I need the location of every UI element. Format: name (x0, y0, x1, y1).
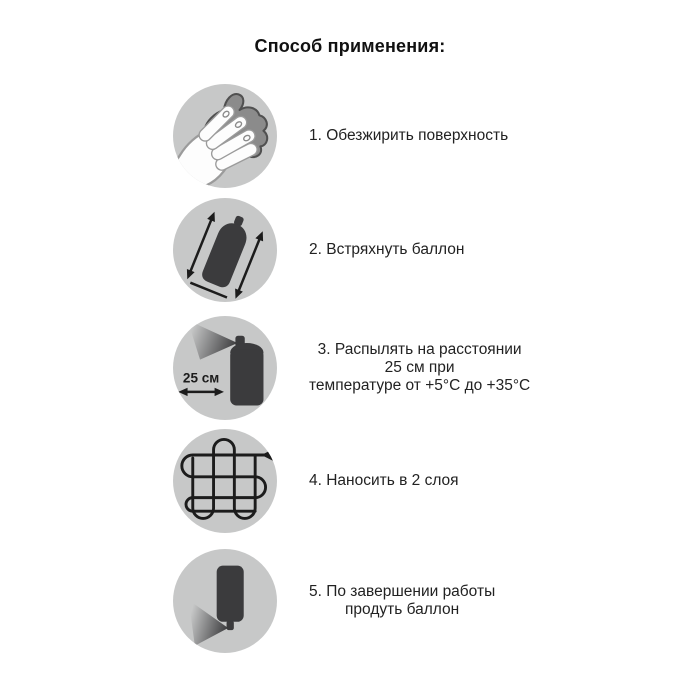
step-5-text (309, 583, 495, 619)
step-row-3 (173, 316, 530, 420)
step-4-line: 4. Наносить в 2 слоя (309, 472, 459, 489)
step-2-icon-circle (173, 198, 277, 302)
purge-can-icon (173, 549, 277, 653)
step-3-line: температуре от +5°С до +35°С (309, 377, 531, 394)
hand-wipe-icon (173, 84, 277, 188)
step-5-icon-circle (173, 549, 277, 653)
step-row-2 (173, 198, 464, 302)
page-title: Способ применения: (254, 36, 446, 56)
step-5-line: продуть баллон (345, 601, 460, 618)
step-3-line: 25 см при (384, 359, 455, 376)
shake-can-icon (173, 198, 277, 302)
step-3-text (309, 341, 530, 395)
step-1-text (309, 127, 508, 145)
step-row-4 (173, 429, 459, 533)
distance-label: 25 см (182, 370, 220, 386)
step-row-5 (173, 549, 495, 653)
step-1-line: 1. Обезжирить поверхность (309, 127, 509, 144)
step-4-icon-circle (173, 429, 277, 533)
step-5-line: 5. По завершении работы (309, 583, 496, 600)
step-4-text (309, 472, 459, 490)
step-3-icon-circle (173, 316, 277, 420)
spray-distance-icon (173, 316, 277, 420)
step-row-1 (173, 84, 508, 188)
step-3-line: 3. Распылять на расстоянии (317, 341, 522, 358)
step-1-icon-circle (173, 84, 277, 188)
step-2-line: 2. Встряхнуть баллон (309, 241, 465, 258)
step-2-text (309, 241, 464, 259)
cross-coat-icon (173, 429, 277, 533)
